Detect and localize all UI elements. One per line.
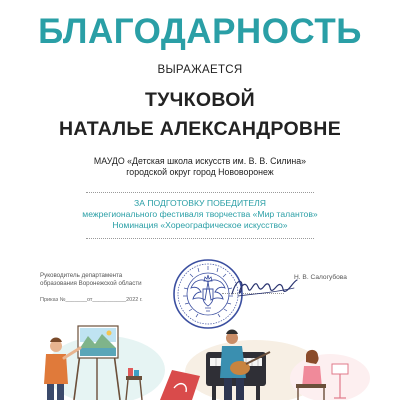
recipient-given-names: НАТАЛЬЕ АЛЕКСАНДРОВНЕ (58, 118, 341, 140)
signer-name: Н. В. Салогубова (294, 274, 347, 281)
creative-activities-illustration (0, 318, 400, 400)
recipient-surname: ТУЧКОВОЙ (145, 89, 255, 111)
expresses-label: ВЫРАЖАЕТСЯ (157, 64, 243, 76)
handwritten-signature-icon (228, 274, 300, 302)
order-number: Приказ №_______от___________2022 г. (40, 297, 143, 303)
signer-role (40, 272, 142, 288)
organization-city: городской округ город Нововоронеж (126, 167, 274, 177)
festival-name: межрегионального фестиваля творчества «Мир талантов» (82, 209, 318, 219)
certificate-title: БЛАГОДАРНОСТЬ (38, 12, 362, 51)
signer-role-line1: Руководитель департамента (40, 272, 123, 279)
nomination: Номинация «Хореографическое искусство» (112, 220, 288, 230)
signer-role-line2: образования Воронежской области (40, 280, 142, 287)
award-reason: ЗА ПОДГОТОВКУ ПОБЕДИТЕЛЯ (134, 198, 266, 208)
divider-bottom (86, 238, 314, 239)
organization-name: МАУДО «Детская школа искусств им. В. В. Силина» (93, 156, 307, 166)
divider-top (86, 192, 314, 193)
